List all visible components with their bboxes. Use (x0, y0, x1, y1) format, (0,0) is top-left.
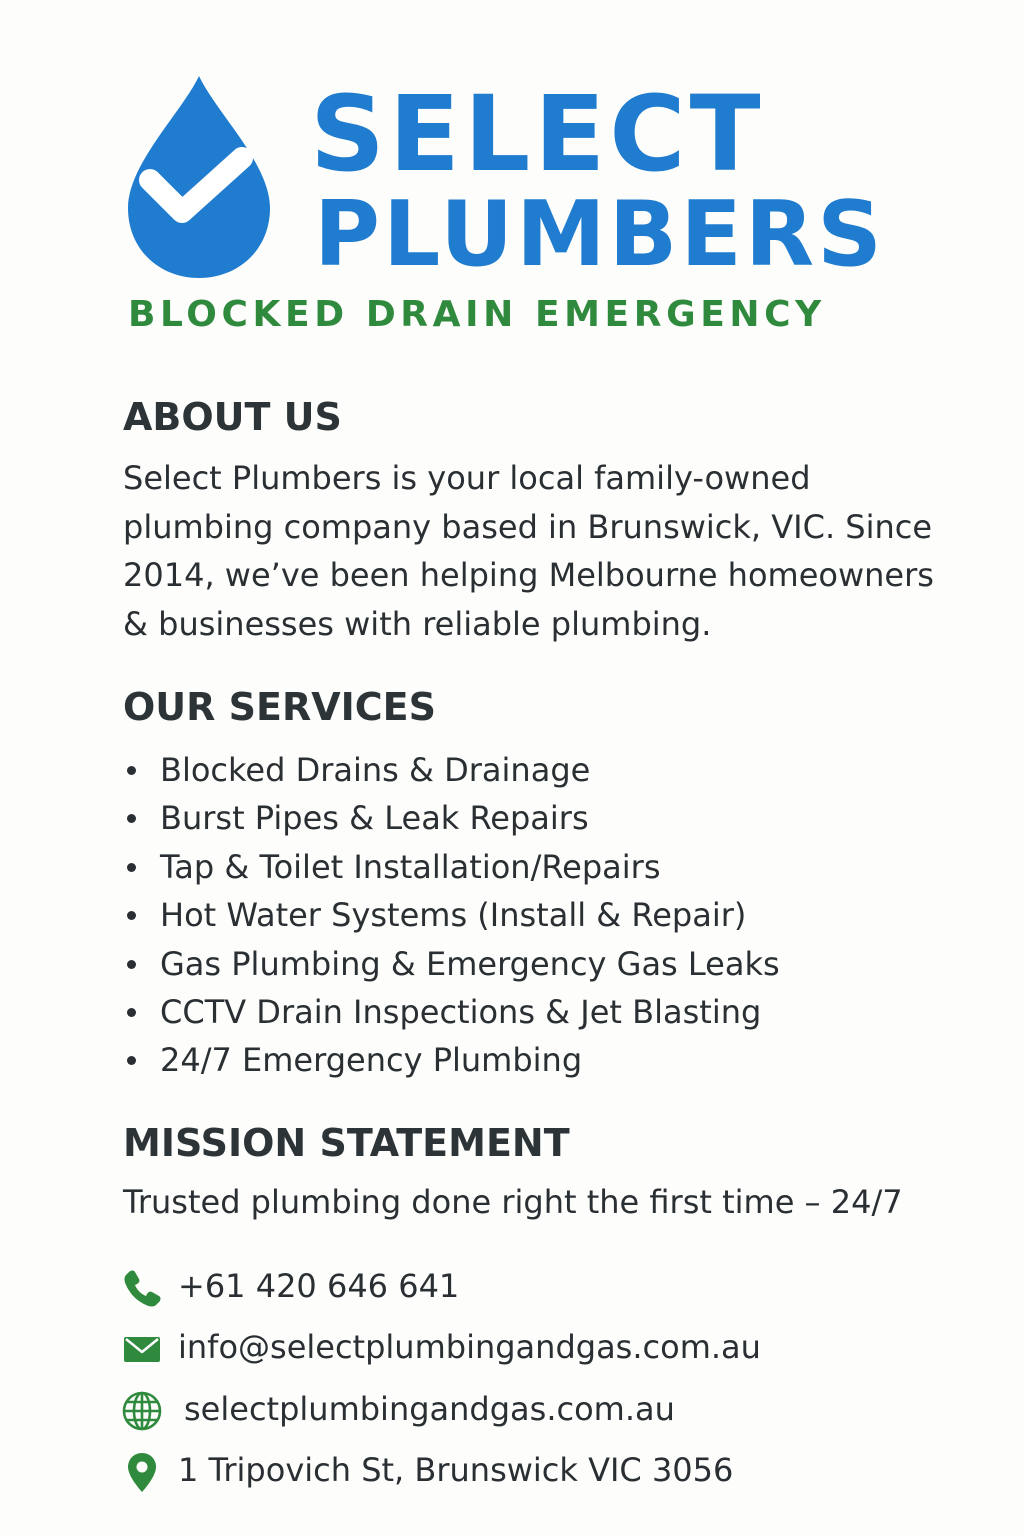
contact-website[interactable] (120, 1385, 940, 1433)
contact-address[interactable] (120, 1446, 940, 1494)
contact-email-text[interactable]: info@selectplumbingandgas.com.au (178, 1328, 761, 1366)
service-item: Burst Pipes & Leak Repairs (123, 794, 780, 842)
service-item: Gas Plumbing & Emergency Gas Leaks (123, 940, 780, 988)
logo-block (0, 0, 1024, 360)
service-item: Tap & Toilet Installation/Repairs (123, 843, 780, 891)
about-body: Select Plumbers is your local family-owned plumbing company based in Brunswick, VIC. Since 2014, we’ve been helping Melbourne homeowners & businesses with reliable plumbing. (123, 459, 934, 643)
contact-email[interactable] (120, 1323, 940, 1371)
services-title: OUR SERVICES (123, 685, 436, 729)
service-item: Blocked Drains & Drainage (123, 746, 780, 794)
brand-tagline: BLOCKED DRAIN EMERGENCY (128, 294, 826, 335)
contact-phone[interactable] (120, 1262, 940, 1310)
globe-icon (120, 1389, 164, 1433)
mission-title: MISSION STATEMENT (123, 1121, 570, 1165)
service-item: CCTV Drain Inspections & Jet Blasting (123, 988, 780, 1036)
about-title: ABOUT US (123, 395, 342, 439)
services-list (123, 746, 780, 1085)
brand-name-line1: SELECT (310, 73, 765, 195)
brand-name-line2: PLUMBERS (314, 182, 885, 287)
contact-phone-text[interactable]: +61 420 646 641 (178, 1267, 460, 1305)
water-drop-check-icon (122, 72, 276, 282)
location-pin-icon (120, 1450, 164, 1494)
service-item: Hot Water Systems (Install & Repair) (123, 891, 780, 939)
contact-website-text[interactable]: selectplumbingandgas.com.au (184, 1390, 675, 1428)
phone-icon (120, 1266, 164, 1310)
service-item: 24/7 Emergency Plumbing (123, 1036, 780, 1084)
envelope-icon (120, 1327, 164, 1371)
mission-body: Trusted plumbing done right the first time – 24/7 (123, 1183, 903, 1221)
contact-address-text[interactable]: 1 Tripovich St, Brunswick VIC 3056 (178, 1451, 734, 1489)
